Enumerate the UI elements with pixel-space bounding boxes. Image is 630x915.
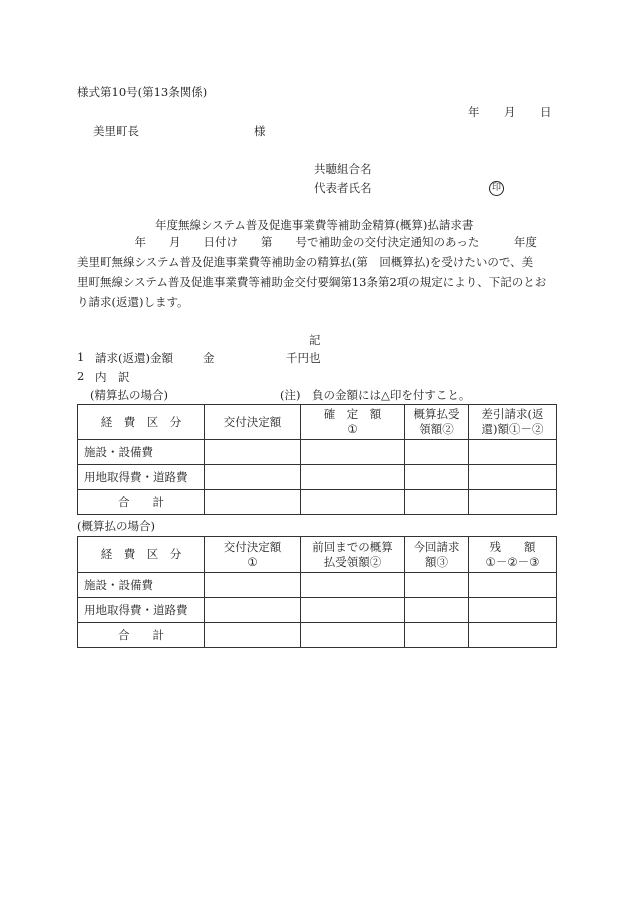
row-label: 用地取得費・道路費 [78,465,205,490]
amount-cell[interactable] [301,598,405,623]
document-title: 年度無線システム普及促進事業費等補助金精算(概算)払請求書 [155,218,474,232]
body-line: 里町無線システム普及促進事業費等補助金交付要綱第13条第2項の規定により、下記のとお [77,275,547,289]
item1-number: 1 [77,350,85,364]
amount-cell[interactable] [469,465,557,490]
header-cell: 確 定 額 ① [301,405,405,440]
item1-unit: 千円也 [286,351,321,365]
amount-cell[interactable] [469,623,557,648]
header-cell: 差引請求(返 還)額①－② [469,405,557,440]
row-label: 施設・設備費 [78,440,205,465]
amount-cell[interactable] [469,598,557,623]
seal-icon: 印 [489,181,504,196]
table-row [78,573,557,598]
item1-kin: 金 [203,351,215,365]
amount-cell[interactable] [301,440,405,465]
table-row [78,465,557,490]
header-cell: 残 額 ①－②－③ [469,537,557,573]
table-row [78,440,557,465]
header-cell: 交付決定額 [205,405,301,440]
seal-mark [489,179,504,196]
amount-cell[interactable] [405,440,469,465]
amount-cell[interactable] [301,573,405,598]
row-label: 施設・設備費 [78,573,205,598]
ki-heading: 記 [309,333,321,347]
addressee-name: 美里町長 [93,124,139,138]
item2-number: 2 [77,369,85,383]
amount-cell[interactable] [469,573,557,598]
body-line: 年 月 日付け 第 号で補助金の交付決定通知のあった 年度 [77,235,537,249]
item2-label: 内 訳 [95,370,130,384]
seisan-note: (注) 負の金額には△印を付すこと。 [280,388,471,402]
amount-cell[interactable] [405,465,469,490]
body-line: り請求(返還)します。 [77,295,189,309]
body-paragraph [77,232,553,312]
table-row [78,623,557,648]
header-cell: 概算払受 領額② [405,405,469,440]
org-name-label: 共聴組合名 [314,162,372,176]
header-cell: 経 費 区 分 [78,537,205,573]
seisan-caption: (精算払の場合) [90,388,168,402]
gaisan-caption: (概算払の場合) [77,519,155,533]
header-cell: 交付決定額 ① [205,537,301,573]
header-cell: 前回までの概算 払受領額② [301,537,405,573]
header-cell: 経 費 区 分 [78,405,205,440]
table-header-row [78,537,557,573]
row-label-total: 合 計 [78,490,205,515]
representative-label: 代表者氏名 [314,181,372,195]
body-line: 美里町無線システム普及促進事業費等補助金の精算払(第 回概算払)を受けたいので、美 [77,255,534,269]
amount-cell[interactable] [405,573,469,598]
amount-cell[interactable] [205,598,301,623]
form-number: 様式第10号(第13条関係) [77,85,208,99]
table-row [78,490,557,515]
amount-cell[interactable] [469,440,557,465]
date-year: 年 [468,105,480,119]
amount-cell[interactable] [301,623,405,648]
amount-cell[interactable] [301,465,405,490]
amount-cell[interactable] [405,598,469,623]
seisan-table [77,404,557,515]
amount-cell[interactable] [469,490,557,515]
amount-cell[interactable] [205,440,301,465]
addressee-honorific: 様 [254,124,266,138]
date-day: 日 [540,105,552,119]
amount-cell[interactable] [301,490,405,515]
item1-label: 請求(返還)金額 [95,351,173,365]
table-header-row [78,405,557,440]
amount-cell[interactable] [205,573,301,598]
amount-cell[interactable] [405,623,469,648]
row-label: 用地取得費・道路費 [78,598,205,623]
row-label-total: 合 計 [78,623,205,648]
date-month: 月 [504,105,516,119]
amount-cell[interactable] [205,465,301,490]
gaisan-table [77,536,557,648]
amount-cell[interactable] [405,490,469,515]
amount-cell[interactable] [205,623,301,648]
table-row [78,598,557,623]
amount-cell[interactable] [205,490,301,515]
header-cell: 今回請求 額③ [405,537,469,573]
